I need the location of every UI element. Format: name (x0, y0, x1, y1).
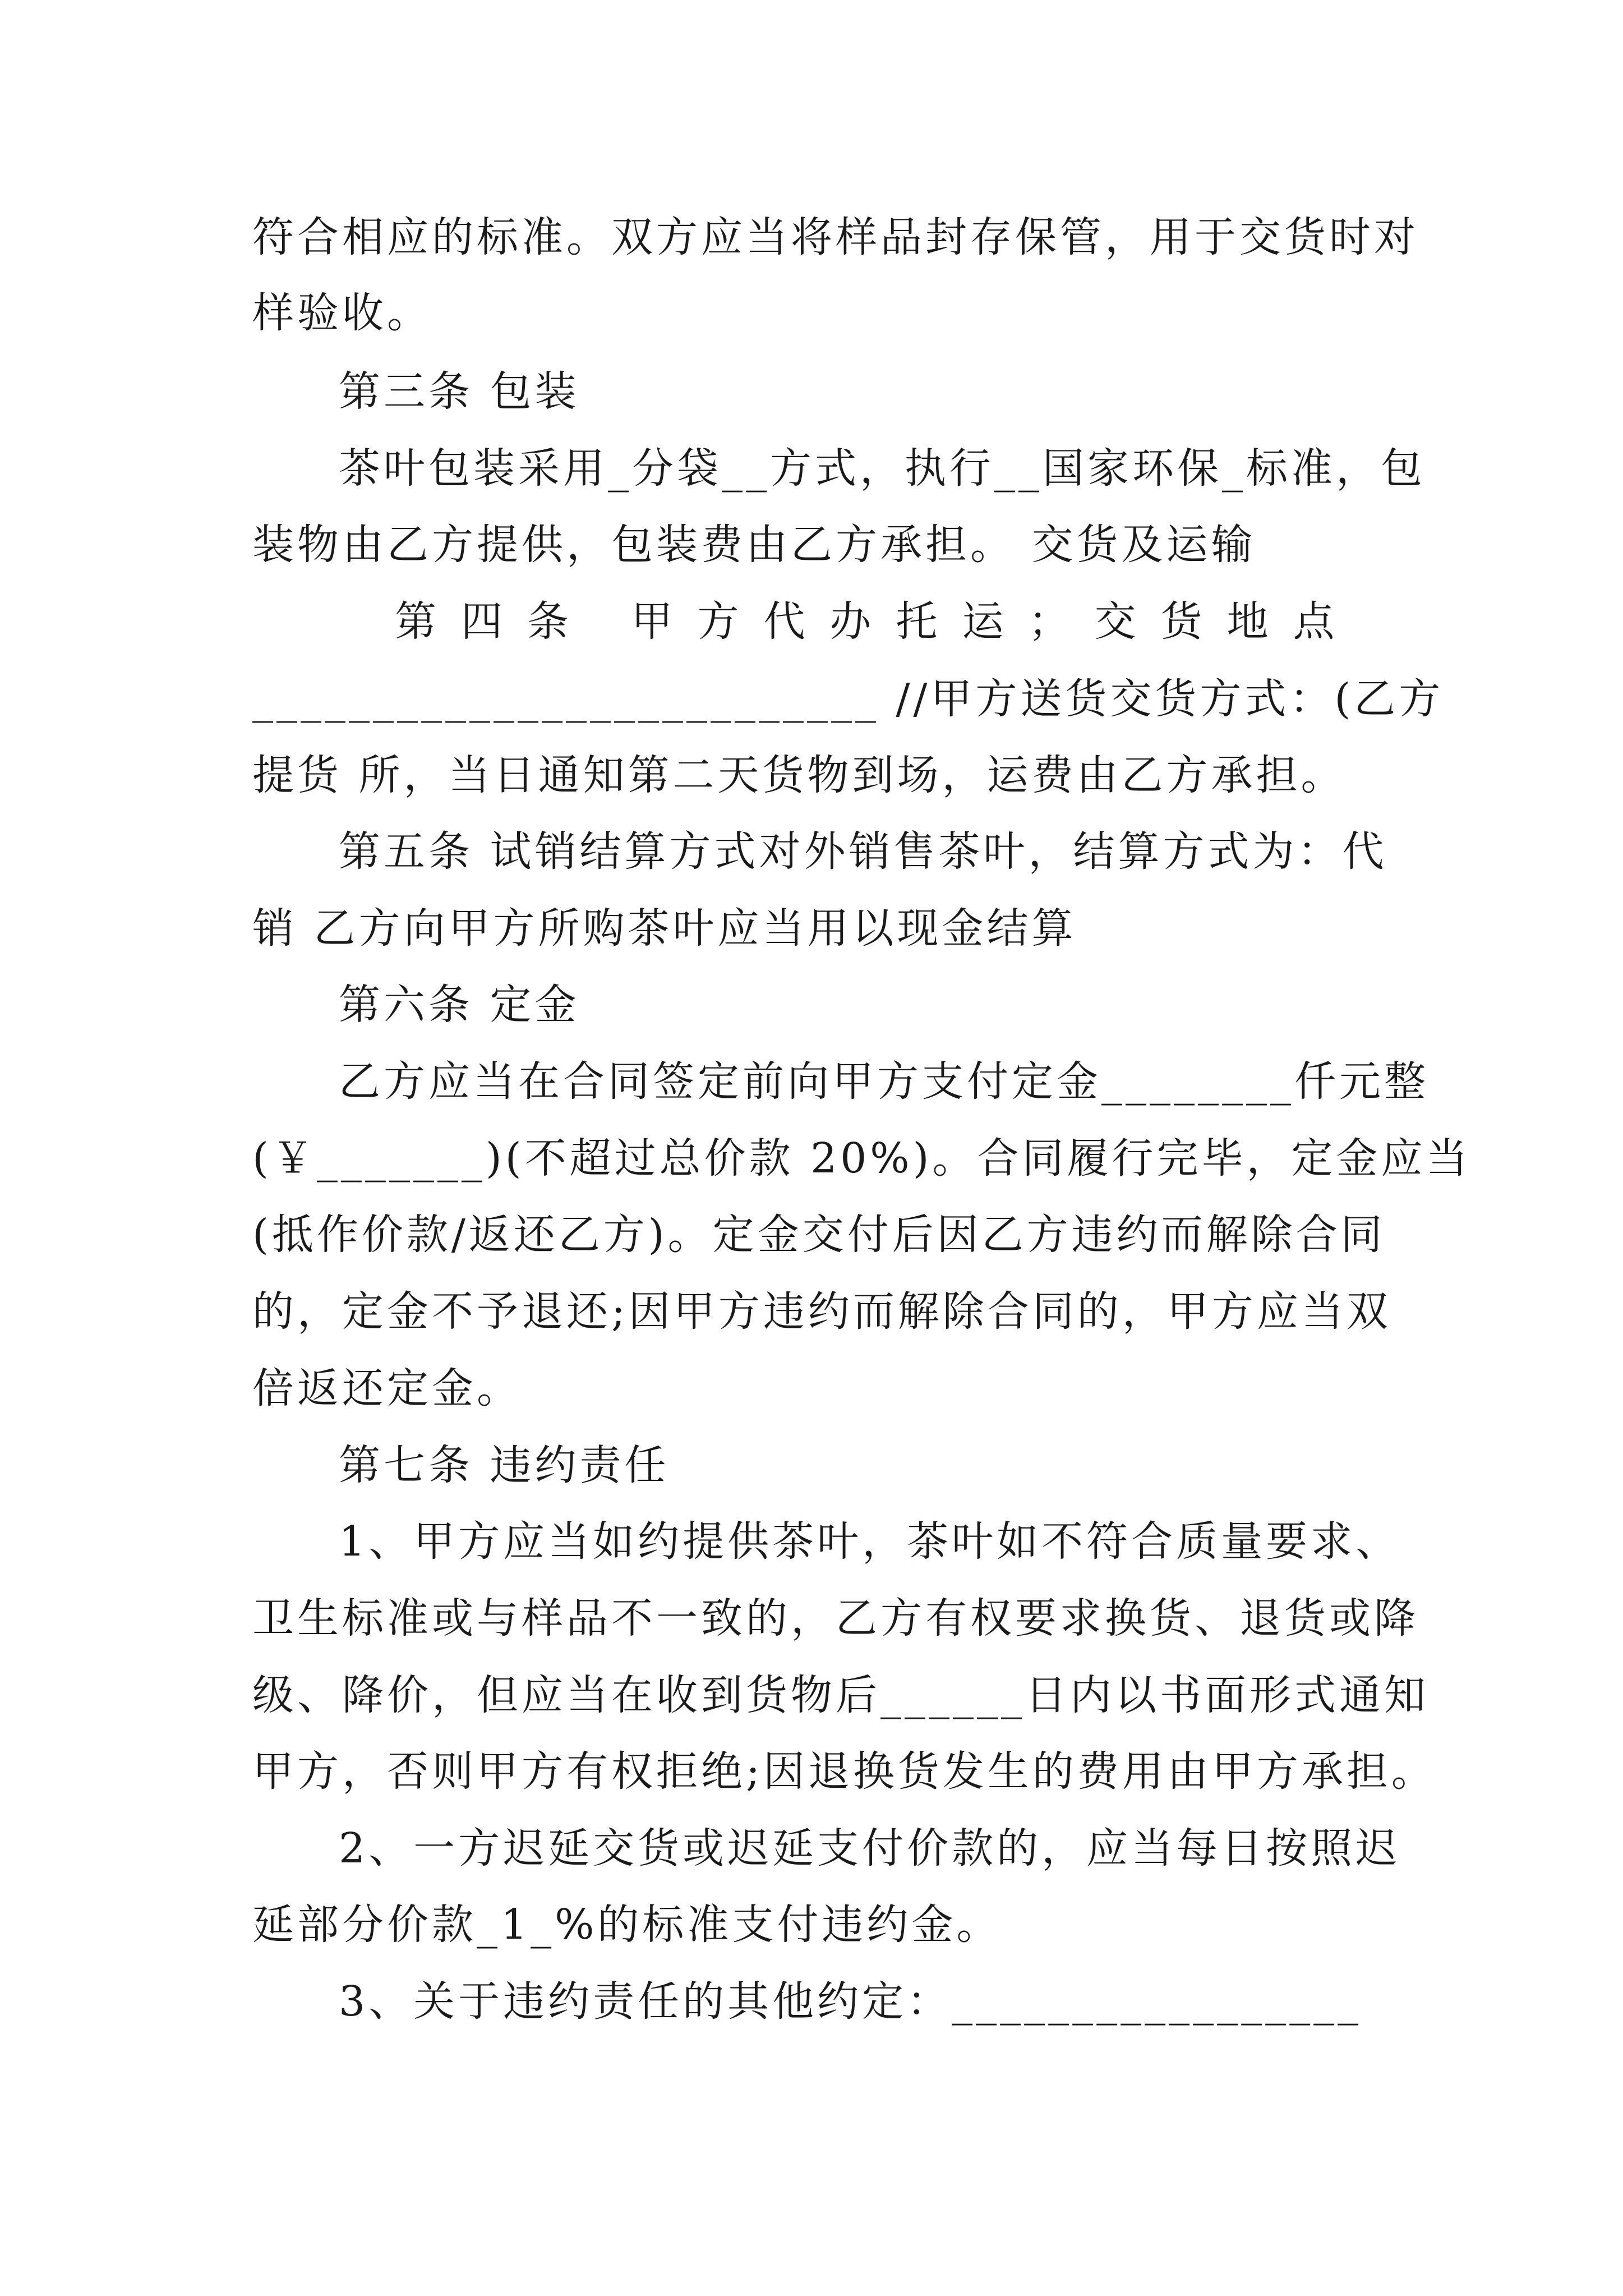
text-line-20: 级、降价，但应当在收到货物后______日内以书面形式通知 (252, 1671, 1429, 1719)
text-line-24: 3、关于违约责任的其他约定：_________________ (339, 1977, 1362, 2026)
article-6-heading: 第六条 定金 (339, 981, 580, 1029)
text-line-15: 的，定金不予退还;因甲方违约而解除合同的，甲方应当双 (252, 1287, 1391, 1336)
text-line-7: __________________________ //甲方送货交货方式：(乙方 (252, 675, 1444, 723)
text-line-14: (抵作价款/返还乙方)。定金交付后因乙方违约而解除合同 (252, 1211, 1386, 1259)
text-line-23: 延部分价款_1_%的标准支付违约金。 (252, 1901, 1002, 1949)
article-3-heading: 第三条 包装 (339, 367, 580, 416)
text-line-22: 2、一方迟延交货或迟延支付价款的，应当每日按照迟 (339, 1824, 1401, 1872)
article-4-heading: 第四条 甲方代办托运；交货地点 (395, 597, 1359, 646)
text-line-5: 装物由乙方提供，包装费由乙方承担。 交货及运输 (252, 521, 1256, 569)
text-line-8: 提货 所，当日通知第二天货物到场，运费由乙方承担。 (252, 751, 1346, 799)
text-line-1: 符合相应的标准。双方应当将样品封存保管，用于交货时对 (252, 213, 1419, 261)
text-line-13: (￥_______)(不超过总价款 20%)。合同履行完毕，定金应当 (252, 1134, 1471, 1182)
text-line-21: 甲方，否则甲方有权拒绝;因退换货发生的费用由甲方承担。 (252, 1747, 1436, 1796)
article-7-heading: 第七条 违约责任 (339, 1441, 670, 1489)
text-line-2: 样验收。 (252, 289, 432, 337)
text-line-18: 1、甲方应当如约提供茶叶，茶叶如不符合质量要求、 (339, 1517, 1401, 1566)
text-line-4: 茶叶包装采用_分袋__方式，执行__国家环保_标准，包 (339, 444, 1426, 493)
text-line-12: 乙方应当在合同签定前向甲方支付定金________仟元整 (339, 1057, 1429, 1106)
text-line-19: 卫生标准或与样品不一致的，乙方有权要求换货、退货或降 (252, 1594, 1419, 1642)
text-line-10: 销 乙方向甲方所购茶叶应当用以现金结算 (252, 904, 1077, 953)
article-5-line: 第五条 试销结算方式对外销售茶叶，结算方式为：代 (339, 827, 1387, 876)
text-line-16: 倍返还定金。 (252, 1364, 522, 1412)
